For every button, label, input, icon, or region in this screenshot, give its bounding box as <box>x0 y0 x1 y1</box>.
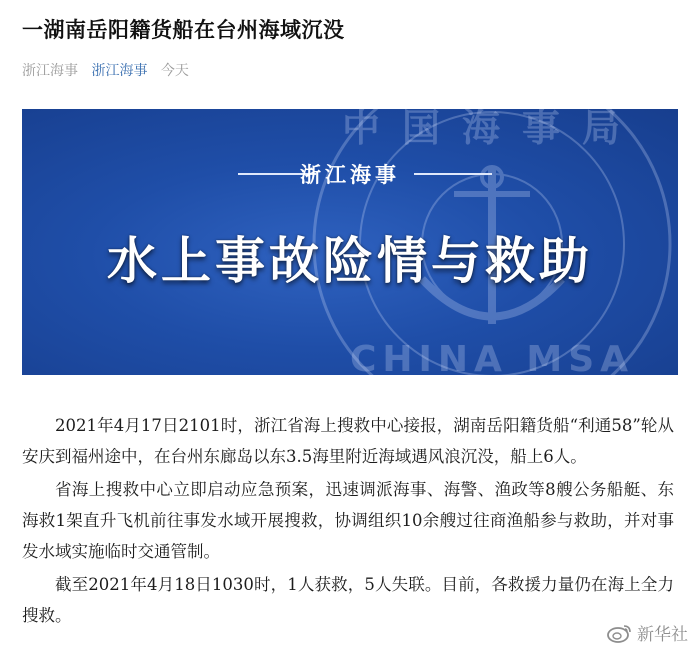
publish-time: 今天 <box>160 63 189 79</box>
banner-headline: 水上事故险情与救助 <box>107 231 593 290</box>
watermark <box>607 620 688 645</box>
weibo-icon <box>607 623 633 643</box>
article-meta <box>22 60 198 80</box>
emblem-bottom-text: CHINA MSA <box>349 339 635 375</box>
article-body <box>22 410 674 633</box>
banner-subtitle: 浙江海事 <box>300 162 400 187</box>
article-title: 一湖南岳阳籍货船在台州海域沉没 <box>22 18 345 42</box>
article-source: 浙江海事 <box>22 63 78 79</box>
paragraph: 省海上搜救中心立即启动应急预案，迅速调派海事、海警、渔政等8艘公务船艇、东海救1架直升飞机前往事发水域开展搜救，协调组织10余艘过往商渔船参与救助，并对事发水域实施临时交通管制。 <box>22 480 674 561</box>
paragraph: 截至2021年4月18日1030时，1人获救，5人失联。目前，各救援力量仍在海上全力搜救。 <box>22 575 674 625</box>
paragraph: 2021年4月17日2101时，浙江省海上搜救中心接报，湖南岳阳籍货船“利通58”轮从安庆到福州途中，在台州东廊岛以东3.5海里附近海域遇风浪沉没，船上6人。 <box>22 416 674 466</box>
emblem-top-text: 中国海事局 <box>341 109 643 150</box>
banner-image <box>22 109 678 375</box>
watermark-text: 新华社 <box>637 625 688 645</box>
account-link[interactable]: 浙江海事 <box>91 63 148 79</box>
